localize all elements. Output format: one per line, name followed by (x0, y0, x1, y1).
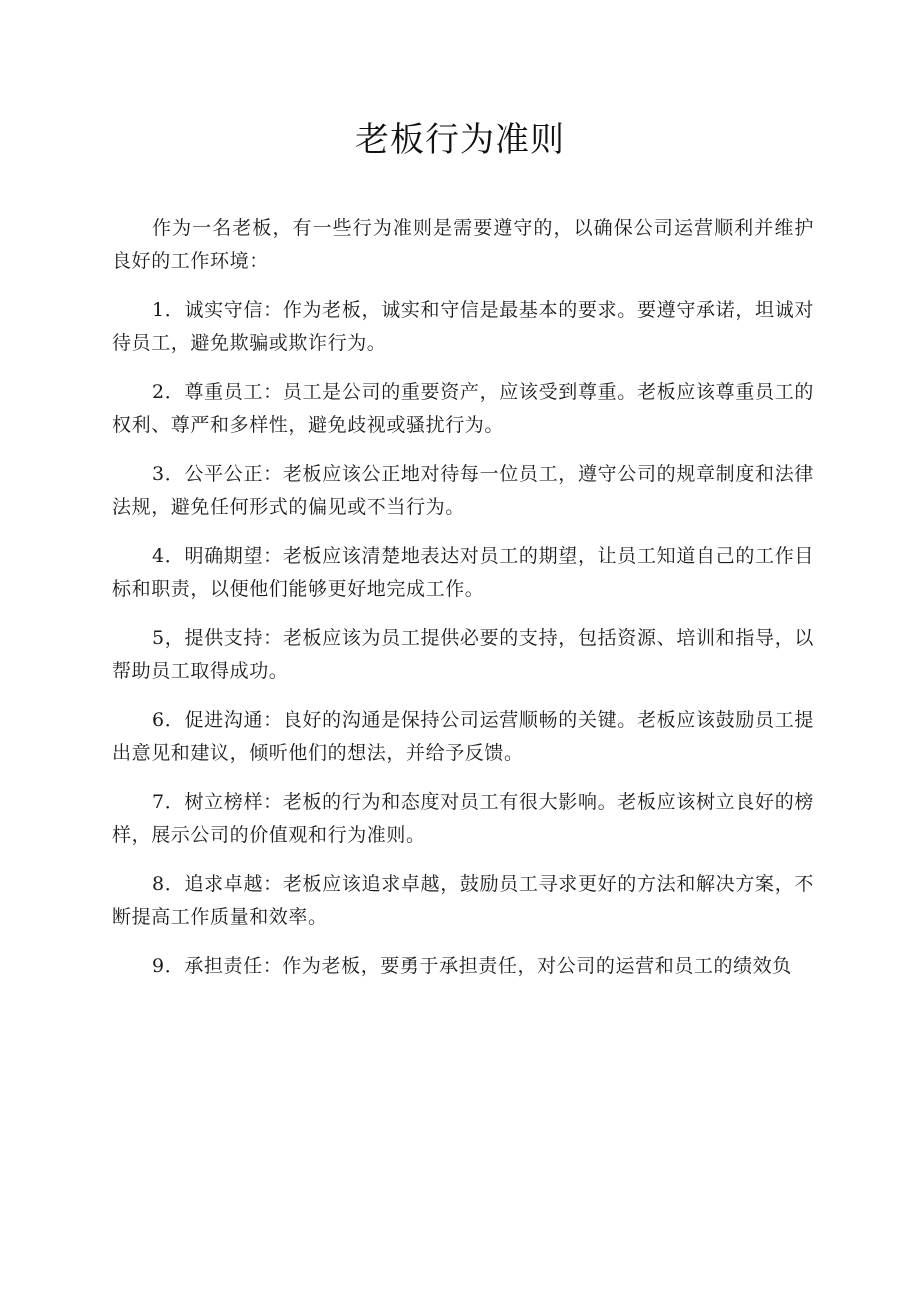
rule-item-6: 6．促进沟通：良好的沟通是保持公司运营顺畅的关键。老板应该鼓励员工提出意见和建议，倾听他们的想法，并给予反馈。 (112, 709, 814, 764)
rule-item-2: 2．尊重员工：员工是公司的重要资产，应该受到尊重。老板应该尊重员工的权利、尊严和多样性，避免歧视或骚扰行为。 (112, 381, 814, 436)
rule-item-8: 8．追求卓越：老板应该追求卓越，鼓励员工寻求更好的方法和解决方案，不断提高工作质量和效率。 (112, 873, 814, 928)
rule-item-1: 1．诚实守信：作为老板，诚实和守信是最基本的要求。要遵守承诺，坦诚对待员工，避免欺骗或欺诈行为。 (112, 299, 814, 354)
rule-item-4: 4．明确期望：老板应该清楚地表达对员工的期望，让员工知道自己的工作目标和职责，以便他们能够更好地完成工作。 (112, 545, 814, 600)
document-body (112, 212, 814, 999)
rule-item-9: 9．承担责任：作为老板，要勇于承担责任，对公司的运营和员工的绩效负 (152, 955, 792, 977)
rule-item-3: 3．公平公正：老板应该公正地对待每一位员工，遵守公司的规章制度和法律法规，避免任何形式的偏见或不当行为。 (112, 463, 814, 518)
intro-paragraph: 作为一名老板，有一些行为准则是需要遵守的，以确保公司运营顺利并维护良好的工作环境： (112, 217, 814, 272)
document-title: 老板行为准则 (355, 120, 565, 160)
rule-item-7: 7．树立榜样：老板的行为和态度对员工有很大影响。老板应该树立良好的榜样，展示公司的价值观和行为准则。 (112, 791, 814, 846)
rule-item-5: 5，提供支持：老板应该为员工提供必要的支持，包括资源、培训和指导，以帮助员工取得成功。 (112, 627, 814, 682)
